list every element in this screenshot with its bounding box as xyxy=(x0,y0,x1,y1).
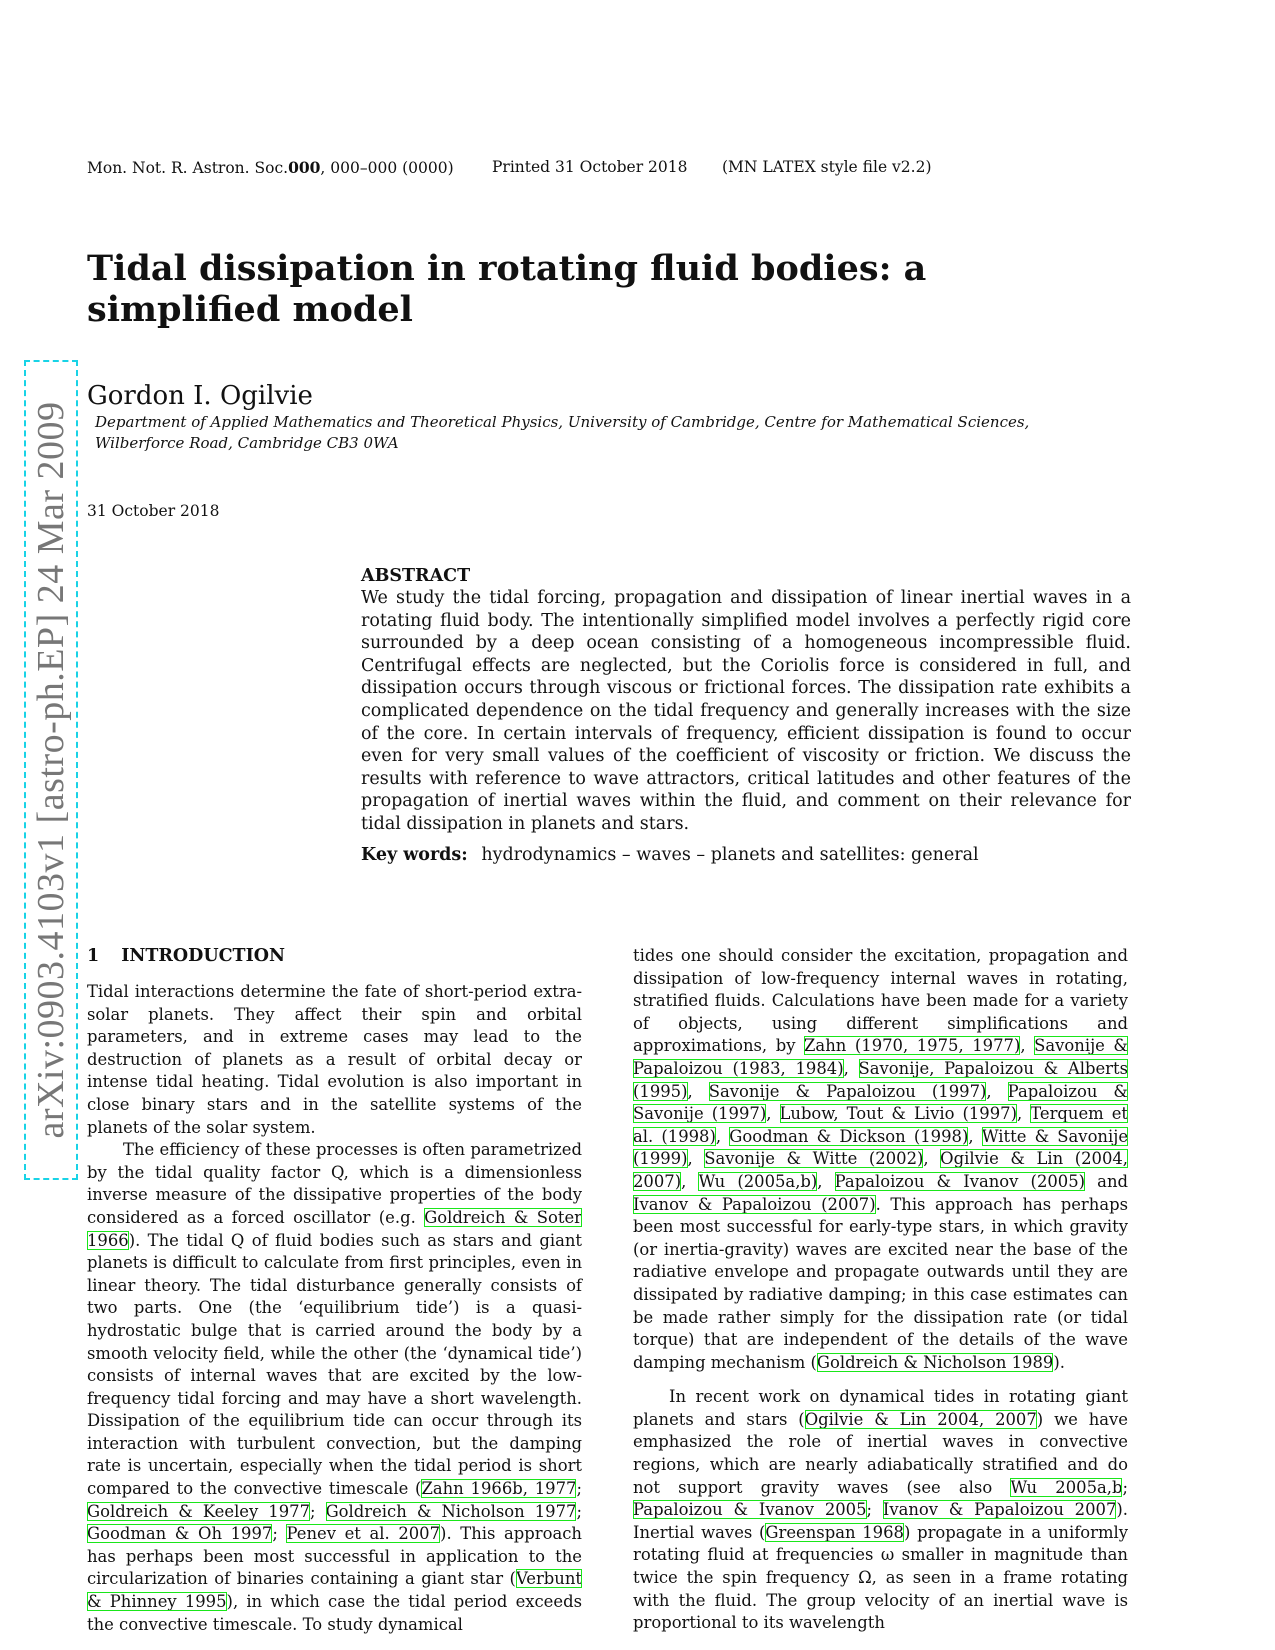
citation-link[interactable]: Goodman & Oh 1997 xyxy=(87,1524,273,1544)
citation-link[interactable]: Lubow, Tout & Livio (1997) xyxy=(779,1104,1017,1124)
author-name: Gordon I. Ogilvie xyxy=(87,381,313,411)
abstract-text: We study the tidal forcing, propagation and dissipation of linear inertial waves in a rotating fluid body. The intentionally simplified model involves a perfectly rigid core surrounded by a deep ocean consisting of a homogeneous incompressible fluid. Centrifugal effects are neglected, but the Coriolis force is considered in full, and dissipation occurs through viscous or frictional forces. The dissipation rate exhibits a complicated dependence on the tidal frequency and generally increases with the size of the core. In certain intervals of frequency, efficient dissipation is found to occur even for very small values of the coefficient of viscosity or friction. We discuss the results with reference to wave attractors, critical latitudes and other features of the propagation of inertial waves within the fluid, and comment on their relevance for tidal dissipation in planets and stars. xyxy=(361,588,1131,834)
citation-link[interactable]: Wu (2005a,b) xyxy=(698,1171,818,1191)
arxiv-identifier[interactable]: arXiv:0903.4103v1 [astro-ph.EP] 24 Mar 2009 xyxy=(30,401,72,1139)
paper-date: 31 October 2018 xyxy=(87,502,220,520)
citation-link[interactable]: Ogilvie & Lin (2004, 2007) xyxy=(633,1149,1129,1191)
style-file-note: (MN LATEX style file v2.2) xyxy=(722,158,932,176)
citation-link[interactable]: Papaloizou & Ivanov 2005 xyxy=(633,1500,867,1520)
intro-paragraph-3: In recent work on dynamical tides in rotating giant planets and stars (Ogilvie & Lin 2004, 2007) we have emphasized the role of inertial waves in convective regions, which are nearly adiabatically stratified and do not support gravity waves (see also Wu 2005a,b; Papaloizou & Ivanov 2005; Ivanov & Papaloizou 2007). Inertial waves (Greenspan 1968) propagate in a uniformly rotating fluid at frequencies ω smaller in magnitude than twice the spin frequency Ω, as seen in a frame rotating with the fluid. The group velocity of an inertial wave is proportional to its wavelength xyxy=(633,1387,1129,1633)
citation-link[interactable]: Savonije, Papaloizou & Alberts (1995) xyxy=(633,1058,1128,1101)
paper-title: Tidal dissipation in rotating fluid bodies: a simplified model xyxy=(87,248,927,330)
right-column xyxy=(633,945,1128,1635)
keywords-list: hydrodynamics – waves – planets and satellites: general xyxy=(481,845,979,865)
citation-link[interactable]: Savonije & Witte (2002) xyxy=(704,1149,924,1169)
citation-link[interactable]: Goldreich & Nicholson 1977 xyxy=(325,1501,577,1521)
printed-date: Printed 31 October 2018 xyxy=(492,158,688,176)
citation-link[interactable]: Ivanov & Papaloizou 2007 xyxy=(882,1500,1117,1520)
citation-link[interactable]: Verbunt & Phinney 1995 xyxy=(87,1569,582,1612)
abstract xyxy=(361,565,1131,836)
citation-link[interactable]: Goldreich & Nicholson 1989 xyxy=(816,1352,1054,1372)
citation-link[interactable]: Terquem et al. (1998) xyxy=(633,1104,1129,1146)
abstract-heading: ABSTRACT xyxy=(361,566,471,586)
citation-link[interactable]: Goodman & Dickson (1998) xyxy=(729,1126,969,1146)
citation-link[interactable]: Goldreich & Soter 1966 xyxy=(87,1207,583,1250)
citation-link[interactable]: Goldreich & Keeley 1977 xyxy=(87,1501,311,1521)
citation-link[interactable]: Ivanov & Papaloizou (2007) xyxy=(633,1194,876,1214)
citation-link[interactable]: Savonije & Papaloizou (1997) xyxy=(708,1081,987,1101)
section-heading xyxy=(87,945,582,967)
citation-link[interactable]: Greenspan 1968 xyxy=(765,1522,904,1542)
intro-paragraph-1: Tidal interactions determine the fate of short-period extra-solar planets. They affect their spin and orbital parameters, and in extreme cases may lead to the destruction of planets as a result of orbital decay or intense tidal heating. Tidal evolution is also important in close binary stars and in the satellite systems of the planets of the solar system. xyxy=(87,982,582,1137)
section-title: INTRODUCTION xyxy=(121,946,285,966)
section-number: 1 xyxy=(87,946,100,966)
citation-link[interactable]: Zahn 1966b, 1977 xyxy=(421,1479,577,1499)
citation-link[interactable]: Witte & Savonije (1999) xyxy=(633,1126,1129,1169)
author-affiliation: Department of Applied Mathematics and Theoretical Physics, University of Cambridge, Centre for Mathematical Sciences, Wilberforce Road, Cambridge CB3 0WA xyxy=(95,413,1030,452)
citation-link[interactable]: Papaloizou & Ivanov (2005) xyxy=(834,1171,1086,1191)
keywords xyxy=(361,845,979,865)
keywords-label: Key words: xyxy=(361,845,468,865)
journal-citation: Mon. Not. R. Astron. Soc.000, 000–000 (0000) xyxy=(87,158,454,177)
citation-link[interactable]: Ogilvie & Lin 2004, 2007 xyxy=(804,1409,1037,1429)
journal-header xyxy=(87,158,932,177)
citation-link[interactable]: Penev et al. 2007 xyxy=(286,1524,441,1544)
intro-paragraph-2: The efficiency of these processes is often parametrized by the tidal quality factor Q, which is a dimensionless inverse measure of the dissipative properties of the body considered as a forced oscillator (e.g. Goldreich & Soter 1966). The tidal Q of fluid bodies such as stars and giant planets is difficult to calculate from first principles, even in linear theory. The tidal disturbance generally consists of two parts. One (the ‘equilibrium tide’) is a quasi-hydrostatic bulge that is carried around the body by a smooth velocity field, while the other (the ‘dynamical tide’) consists of internal waves that are excited by the low-frequency tidal forcing and may have a short wavelength. Dissipation of the equilibrium tide can occur through its interaction with turbulent convection, but the damping rate is uncertain, especially when the tidal period is short compared to the convective timescale (Zahn 1966b, 1977; Goldreich & Keeley 1977; Goldreich & Nicholson 1977; Goodman & Oh 1997; Penev et al. 2007). This approach has perhaps been most successful in application to the circularization of binaries containing a giant star (Verbunt & Phinney 1995), in which case the tidal period exceeds the convective timescale. To study dynamical xyxy=(87,1140,583,1634)
citation-link[interactable]: Papaloizou & Savonije (1997) xyxy=(633,1081,1129,1124)
left-column xyxy=(87,945,582,1636)
intro-paragraph-2-continued: tides one should consider the excitation, propagation and dissipation of low-frequency internal waves in rotating, stratified fluids. Calculations have been made for a variety of objects, using different simplifications and approximations, by Zahn (1970, 1975, 1977), Savonije & Papaloizou (1983, 1984), Savonije, Papaloizou & Alberts (1995), Savonije & Papaloizou (1997), Papaloizou & Savonije (1997), Lubow, Tout & Livio (1997), Terquem et al. (1998), Goodman & Dickson (1998), Witte & Savonije (1999), Savonije & Witte (2002), Ogilvie & Lin (2004, 2007), Wu (2005a,b), Papaloizou & Ivanov (2005) and Ivanov & Papaloizou (2007). This approach has perhaps been most successful for early-type stars, in which gravity (or inertia-gravity) waves are excited near the base of the radiative envelope and propagate outwards until they are dissipated by radiative damping; in this case estimates can be made rather simply for the dissipation rate (or tidal torque) that are independent of the details of the wave damping mechanism (Goldreich & Nicholson 1989). xyxy=(633,946,1129,1372)
citation-link[interactable]: Savonije & Papaloizou (1983, 1984) xyxy=(633,1036,1129,1078)
citation-link[interactable]: Zahn (1970, 1975, 1977) xyxy=(804,1036,1021,1056)
citation-link[interactable]: Wu 2005a,b xyxy=(1010,1477,1123,1497)
